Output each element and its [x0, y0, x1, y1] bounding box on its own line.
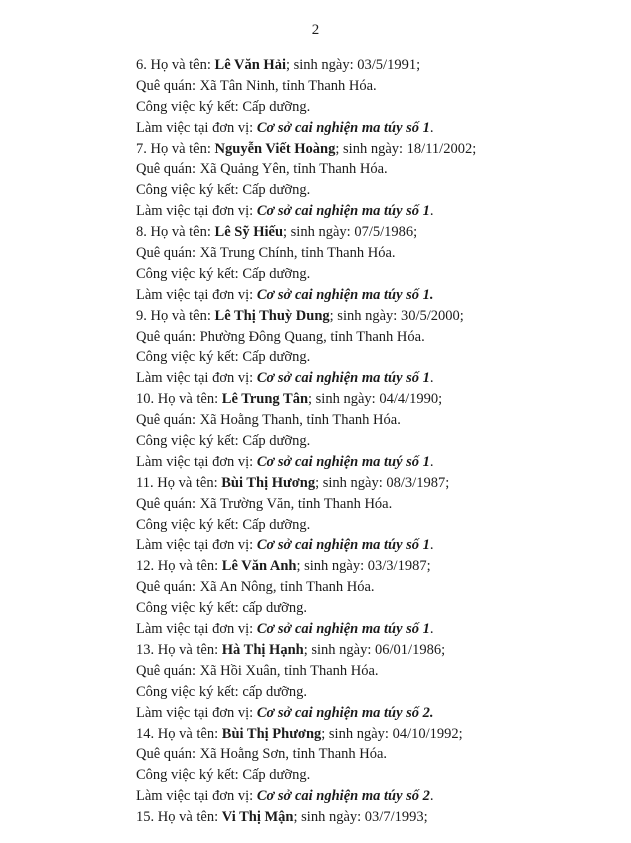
birth-date: 04/10/1992;: [392, 725, 463, 742]
work-unit: Cơ sở cai nghiện ma túy số 1: [256, 203, 430, 220]
work-unit: Cơ sở cai nghiện ma túy số 1: [256, 537, 430, 554]
entry-hometown: Quê quán: Xã Trường Văn, tỉnh Thanh Hóa.: [136, 495, 393, 512]
entry-unit-line: Làm việc tại đơn vị: Cơ sở cai nghiện ma túy số 1.: [136, 119, 434, 136]
work-unit: Cơ sở cai nghiện ma túy số 2: [256, 788, 430, 805]
entry-hometown: Quê quán: Phường Đông Quang, tỉnh Thanh Hóa.: [136, 328, 425, 345]
person-name: Lê Thị Thuỳ Dung: [214, 307, 330, 324]
person-name: Lê Sỹ Hiếu: [214, 224, 284, 241]
person-name: Bùi Thị Hương: [221, 474, 316, 491]
entry-name-line: 7. Họ và tên: Nguyễn Viết Hoàng; sinh ngày: 18/11/2002;: [136, 140, 477, 157]
entry-unit-line: Làm việc tại đơn vị: Cơ sở cai nghiện ma tuý số 1.: [136, 453, 434, 470]
work-unit: Cơ sở cai nghiện ma túy số 1: [256, 119, 430, 136]
entry-name-line: 11. Họ và tên: Bùi Thị Hương; sinh ngày: 08/3/1987;: [136, 474, 450, 491]
birth-date: 04/4/1990;: [379, 391, 443, 408]
entry-name-line: 14. Họ và tên: Bùi Thị Phương; sinh ngày: 04/10/1992;: [136, 725, 463, 742]
entry-job: Công việc ký kết: Cấp dưỡng.: [136, 433, 311, 450]
person-name: Bùi Thị Phương: [221, 725, 322, 742]
entry-unit-line: Làm việc tại đơn vị: Cơ sở cai nghiện ma túy số 1.: [136, 621, 434, 638]
person-name: Lê Văn Anh: [221, 558, 297, 575]
birth-date: 08/3/1987;: [386, 474, 450, 491]
entry-job: Công việc ký kết: cấp dưỡng.: [136, 683, 307, 700]
entry-job: Công việc ký kết: Cấp dưỡng.: [136, 767, 311, 784]
entry-name-line: 13. Họ và tên: Hà Thị Hạnh; sinh ngày: 06/01/1986;: [136, 641, 446, 658]
entry-unit-line: Làm việc tại đơn vị: Cơ sở cai nghiện ma túy số 1.: [136, 537, 434, 554]
birth-date: 03/3/1987;: [367, 558, 431, 575]
birth-date: 03/5/1991;: [357, 57, 421, 73]
work-unit: Cơ sở cai nghiện ma túy số 2.: [256, 704, 434, 721]
entry-hometown: Quê quán: Xã An Nông, tỉnh Thanh Hóa.: [136, 579, 375, 596]
entry-unit-line: Làm việc tại đơn vị: Cơ sở cai nghiện ma túy số 2.: [136, 788, 434, 805]
person-name: Lê Văn Hải: [214, 57, 286, 73]
birth-date: 07/5/1986;: [354, 224, 418, 241]
person-name: Nguyễn Viết Hoàng: [214, 140, 336, 157]
work-unit: Cơ sở cai nghiện ma túy số 1: [256, 370, 430, 387]
entry-hometown: Quê quán: Xã Tân Ninh, tỉnh Thanh Hóa.: [136, 77, 377, 94]
entry-job: Công việc ký kết: Cấp dưỡng.: [136, 349, 311, 366]
entry-unit-line: Làm việc tại đơn vị: Cơ sở cai nghiện ma túy số 1.: [136, 286, 434, 303]
birth-date: 06/01/1986;: [375, 641, 446, 658]
work-unit: Cơ sở cai nghiện ma túy số 1: [256, 621, 430, 638]
entry-job: Công việc ký kết: cấp dưỡng.: [136, 600, 307, 617]
entry-job: Công việc ký kết: Cấp dưỡng.: [136, 516, 311, 533]
birth-date: 30/5/2000;: [400, 307, 464, 324]
entry-unit-line: Làm việc tại đơn vị: Cơ sở cai nghiện ma túy số 2.: [136, 704, 434, 721]
person-name: Hà Thị Hạnh: [221, 641, 304, 658]
entry-name-line: 6. Họ và tên: Lê Văn Hải; sinh ngày: 03/5/1991;: [136, 57, 421, 73]
entry-unit-line: Làm việc tại đơn vị: Cơ sở cai nghiện ma túy số 1.: [136, 370, 434, 387]
entry-unit-line: Làm việc tại đơn vị: Cơ sở cai nghiện ma túy số 1.: [136, 203, 434, 220]
document-body: [136, 55, 611, 828]
entry-job: Công việc ký kết: Cấp dưỡng.: [136, 265, 311, 282]
entry-name-line: 8. Họ và tên: Lê Sỹ Hiếu; sinh ngày: 07/5/1986;: [136, 224, 418, 241]
birth-date: 18/11/2002;: [406, 140, 477, 157]
person-name: Vi Thị Mận: [221, 809, 294, 826]
entry-hometown: Quê quán: Xã Hoằng Sơn, tỉnh Thanh Hóa.: [136, 746, 388, 763]
entry-job: Công việc ký kết: Cấp dưỡng.: [136, 98, 311, 115]
entry-hometown: Quê quán: Xã Quảng Yên, tỉnh Thanh Hóa.: [136, 161, 388, 178]
birth-date: 03/7/1993;: [364, 809, 428, 826]
entry-name-line: 10. Họ và tên: Lê Trung Tân; sinh ngày: 04/4/1990;: [136, 391, 443, 408]
entry-hometown: Quê quán: Xã Hồi Xuân, tỉnh Thanh Hóa.: [136, 662, 379, 679]
entry-hometown: Quê quán: Xã Trung Chính, tỉnh Thanh Hóa.: [136, 245, 396, 262]
work-unit: Cơ sở cai nghiện ma tuý số 1: [256, 453, 430, 470]
entry-name-line: 12. Họ và tên: Lê Văn Anh; sinh ngày: 03/3/1987;: [136, 558, 431, 575]
entry-hometown: Quê quán: Xã Hoằng Thanh, tỉnh Thanh Hóa.: [136, 412, 401, 429]
person-name: Lê Trung Tân: [221, 391, 309, 408]
work-unit: Cơ sở cai nghiện ma túy số 1.: [256, 286, 434, 303]
page-number: 2: [311, 22, 320, 38]
entry-name-line: 9. Họ và tên: Lê Thị Thuỳ Dung; sinh ngày: 30/5/2000;: [136, 307, 464, 324]
entry-job: Công việc ký kết: Cấp dưỡng.: [136, 182, 311, 199]
entry-name-line: 15. Họ và tên: Vi Thị Mận; sinh ngày: 03/7/1993;: [136, 809, 428, 826]
